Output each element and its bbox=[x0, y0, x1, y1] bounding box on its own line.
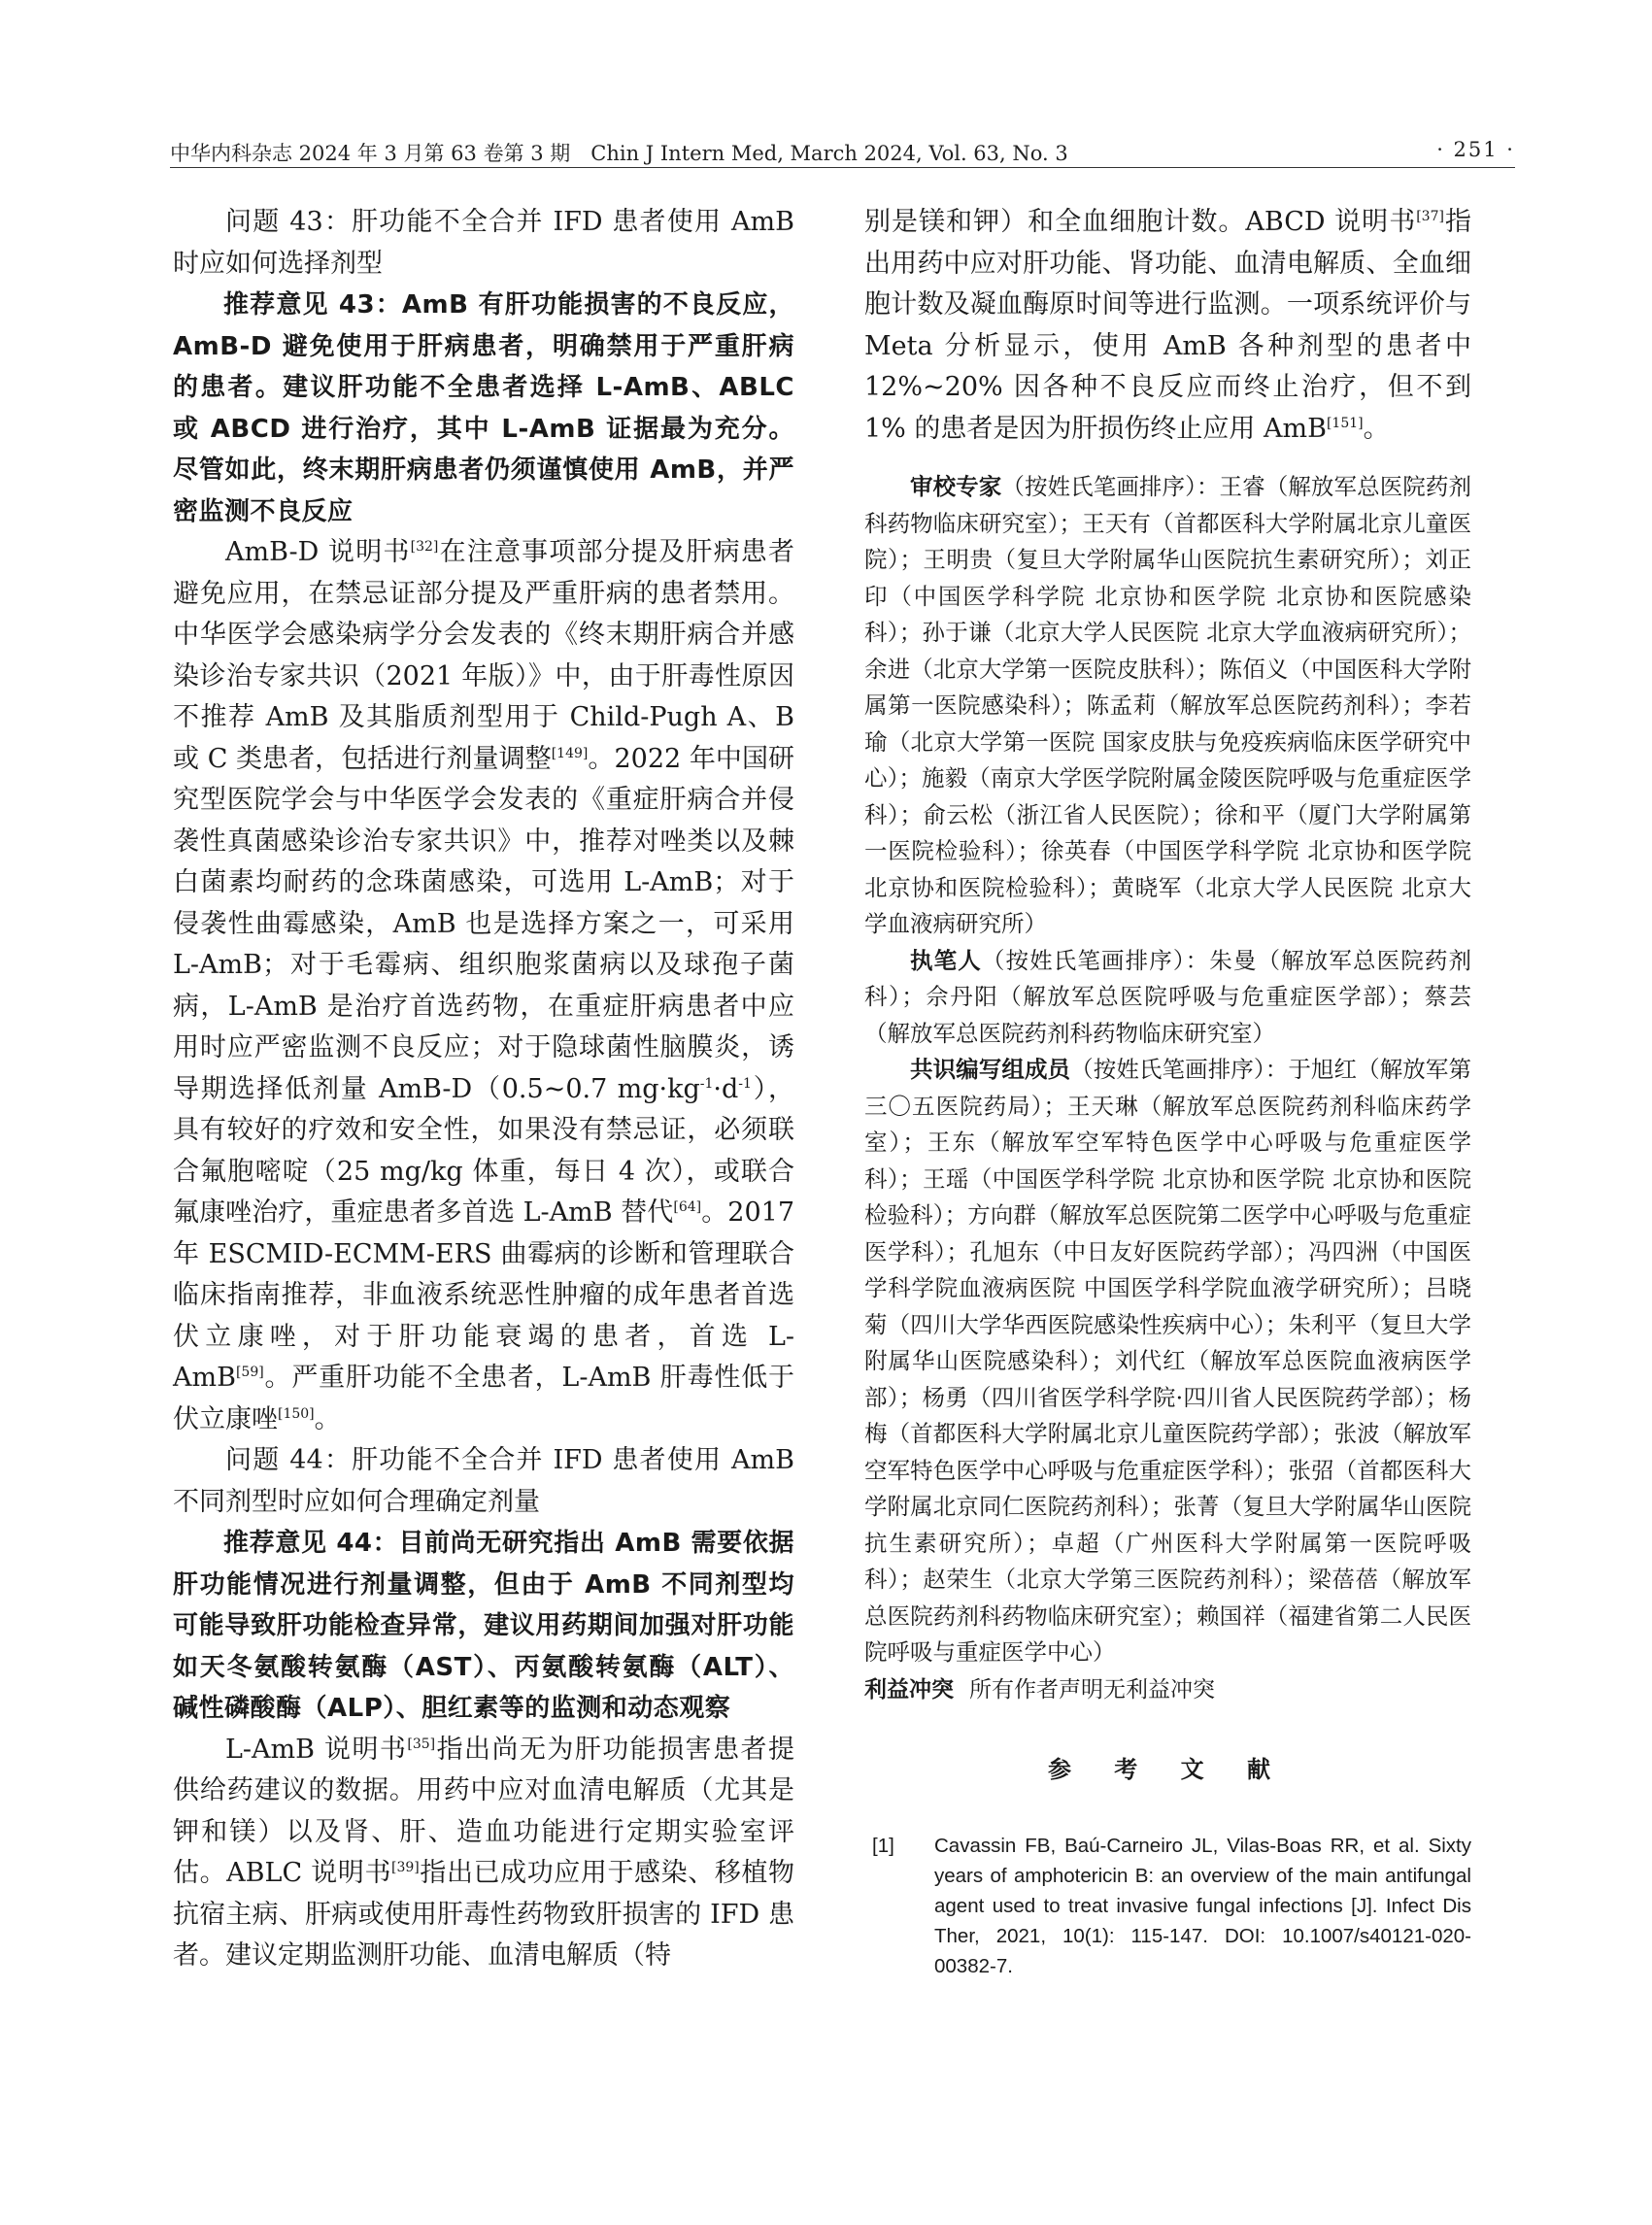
question-43: 问题 43：肝功能不全合并 IFD 患者使用 AmB 时应如何选择剂型 bbox=[173, 207, 794, 279]
citation[interactable]: [59] bbox=[235, 1365, 264, 1380]
citation[interactable]: [35] bbox=[407, 1736, 436, 1752]
reference-text: Cavassin FB, Baú-Carneiro JL, Vilas-Boas RR, et al. Sixty years of amphotericin B: an overview of the main antifungal agent used to treat invasive fungal infections [J]. Infect Dis Ther, 2021, 10(1): 115-147. DOI: 10.1007/s40121-020-00382-7. bbox=[934, 1835, 1471, 1977]
reviewers-label: 审校专家 bbox=[910, 473, 1002, 500]
body-paragraph-1: AmB-D 说明书[32]在注意事项部分提及肝病患者避免应用，在禁忌证部分提及严重肝病的患者禁用。中华医学会感染病学分会发表的《终末期肝病合并感染诊治专家共识（2021 年版）》中，由于肝毒性原因不推荐 AmB 及其脂质剂型用于 Child-Pugh A、B 或 C 类患者，包括进行剂量调整[149]。2022 年中国研究型医院学会与中华医学会发表的《重症肝病合并侵袭性真菌感染诊治专家共识》中，推荐对唑类以及棘白菌素均耐药的念珠菌感染，可选用 L-AmB；对于侵袭性曲霉感染，AmB 也是选择方案之一，可采用 L-AmB；对于毛霉病、组织胞浆菌病以及球孢子菌病，L-AmB 是治疗首选药物，在重症肝病患者中应用时应严密监测不良反应；对于隐球菌性脑膜炎，诱导期选择低剂量 AmB-D（0.5~0.7 $mg\cdot kg^{-1}\cdot d^{-1}$），具有较好的疗效和安全性，如果没有禁忌证，必须联合氟胞嘧啶（25 mg/kg 体重，每日 4 次），或联合氟康唑治疗，重症患者多首选 L-AmB 替代[64]。2017 年 ESCMID-ECMM-ERS 曲霉病的诊断和管理联合临床指南推荐，非血液系统恶性肿瘤的成年患者首选伏立康唑，对于肝功能衰竭的患者，首选 L-AmB[59]。严重肝功能不全患者，L-AmB 肝毒性低于伏立康唑[150]。 bbox=[173, 537, 795, 1434]
question-44: 问题 44：肝功能不全合并 IFD 患者使用 AmB 不同剂型时应如何合理确定剂量 bbox=[173, 1445, 794, 1517]
left-column bbox=[173, 202, 794, 1977]
citation[interactable]: [149] bbox=[551, 745, 589, 761]
running-header bbox=[170, 134, 1515, 168]
citation[interactable]: [150] bbox=[278, 1405, 315, 1422]
citation[interactable]: [37] bbox=[1416, 209, 1444, 224]
members-label: 共识编写组成员 bbox=[910, 1056, 1071, 1083]
right-column bbox=[864, 202, 1471, 1981]
body-paragraph-continued: 别是镁和钾）和全血细胞计数。ABCD 说明书[37]指出用药中应对肝功能、肾功能、血清电解质、全血细胞计数及凝血酶原时间等进行监测。一项系统评价与 Meta 分析显示，使用 AmB 各种剂型的患者中 12%~20% 因各种不良反应而终止治疗，但不到 1% 的患者是因为肝损伤终止应用 AmB[151]。 bbox=[864, 207, 1471, 444]
reference-number: [1] bbox=[872, 1835, 894, 1857]
citation[interactable]: [32] bbox=[410, 539, 439, 555]
coi-label: 利益冲突 bbox=[864, 1676, 954, 1702]
citation[interactable]: [39] bbox=[391, 1860, 420, 1875]
reference-item bbox=[864, 1831, 1471, 1981]
recommendation-44: 推荐意见 44：目前尚无研究指出 AmB 需要依据肝功能情况进行剂量调整，但由于 AmB 不同剂型均可能导致肝功能检查异常，建议用药期间加强对肝功能如天冬氨酸转氨酶（AST）、丙氨酸转氨酶（ALT）、碱性磷酸酶（ALP）、胆红素等的监测和动态观察 bbox=[173, 1529, 794, 1723]
reviewers-block: 审校专家（按姓氏笔画排序）：王睿（解放军总医院药剂科药物临床研究室）；王天有（首都医科大学附属北京儿童医院）；王明贵（复旦大学附属华山医院抗生素研究所）；刘正印（中国医学科学院 北京协和医学院 北京协和医院感染科）；孙于谦（北京大学人民医院 北京大学血液病研究所）；余进（北京大学第一医院皮肤科）；陈佰义（中国医科大学附属第一医院感染科）；陈孟莉（解放军总医院药剂科）；李若瑜（北京大学第一医院 国家皮肤与免疫疾病临床医学研究中心）；施毅（南京大学医学院附属金陵医院呼吸与危重症医学科）；俞云松（浙江省人民医院）；徐和平（厦门大学附属第一医院检验科）；徐英春（中国医学科学院 北京协和医学院 北京协和医院检验科）；黄晓军（北京大学人民医院 北京大学血液病研究所） bbox=[864, 473, 1471, 937]
members-block: 共识编写组成员（按姓氏笔画排序）：于旭红（解放军第三〇五医院药局）；王天琳（解放军总医院药剂科临床药学室）；王东（解放军空军特色医学中心呼吸与危重症医学科）；王瑶（中国医学科学院 北京协和医学院 北京协和医院检验科）；方向群（解放军总医院第二医学中心呼吸与危重症医学科）；孔旭东（中日友好医院药学部）；冯四洲（中国医学科学院血液病医院 中国医学科学院血液学研究所）；吕晓菊（四川大学华西医院感染性疾病中心）；朱利平（复旦大学附属华山医院感染科）；刘代红（解放军总医院血液病医学部）；杨勇（四川省医学科学院·四川省人民医院药学部）；杨梅（首都医科大学附属北京儿童医院药学部）；张波（解放军空军特色医学中心呼吸与危重症医学科）；张弨（首都医科大学附属北京同仁医院药剂科）；张菁（复旦大学附属华山医院抗生素研究所）；卓超（广州医科大学附属第一医院呼吸科）；赵荣生（北京大学第三医院药剂科）；梁蓓蓓（解放军总医院药剂科药物临床研究室）；赖国祥（福建省第二人民医院呼吸与重症医学中心） bbox=[864, 1056, 1471, 1666]
body-paragraph-2: L-AmB 说明书[35]指出尚无为肝功能损害患者提供给药建议的数据。用药中应对血清电解质（尤其是钾和镁）以及肾、肝、造血功能进行定期实验室评估。ABLC 说明书[39]指出已成功应用于感染、移植物抗宿主病、肝病或使用肝毒性药物致肝损害的 IFD 患者。建议定期监测肝功能、血清电解质（特 bbox=[173, 1734, 795, 1971]
conflict-of-interest: 利益冲突 所有作者声明无利益冲突 bbox=[864, 1676, 1215, 1702]
journal-citation: 中华内科杂志 2024 年 3 月第 63 卷第 3 期 Chin J Intern Med, March 2024, Vol. 63, No. 3 bbox=[170, 142, 1068, 165]
citation[interactable]: [64] bbox=[673, 1199, 702, 1215]
citation[interactable]: [151] bbox=[1326, 415, 1364, 431]
writers-label: 执笔人 bbox=[910, 946, 982, 974]
references-title: 参 考 文 献 bbox=[1047, 1755, 1289, 1783]
page-number: · 251 · bbox=[1436, 138, 1515, 161]
recommendation-43: 推荐意见 43：AmB 有肝功能损害的不良反应，AmB-D 避免使用于肝病患者，明确禁用于严重肝病的患者。建议肝功能不全患者选择 L-AmB、ABLC 或 ABCD 进行治疗，其中 L-AmB 证据最为充分。尽管如此，终末期肝病患者仍须谨慎使用 AmB，并严密监测不良反应 bbox=[173, 290, 794, 526]
writers-block: 执笔人（按姓氏笔画排序）：朱曼（解放军总医院药剂科）；佘丹阳（解放军总医院呼吸与危重症医学部）；蔡芸（解放军总医院药剂科药物临床研究室） bbox=[864, 946, 1472, 1047]
